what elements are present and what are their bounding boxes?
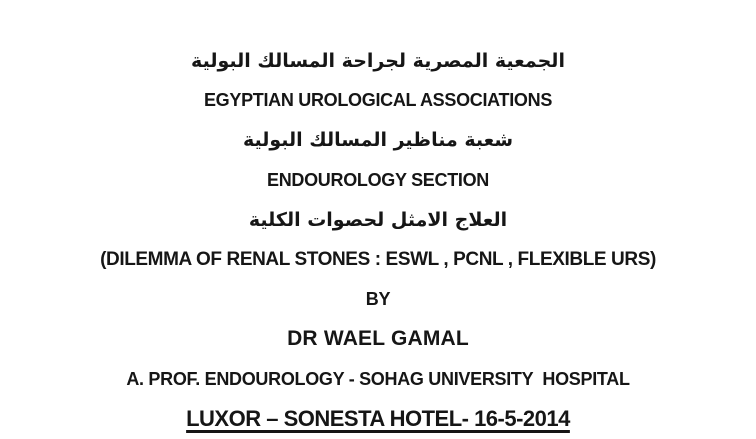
speaker-name: DR WAEL GAMAL [287, 327, 469, 351]
speaker-affiliation: A. PROF. ENDOUROLOGY - SOHAG UNIVERSITY HOSPITAL [126, 368, 630, 389]
section-name-english: ENDOUROLOGY SECTION [267, 169, 489, 190]
talk-title-english: (DILEMMA OF RENAL STONES : ESWL , PCNL , FLEXIBLE URS) [100, 248, 656, 270]
society-name-arabic: الجمعية المصرية لجراحة المسالك البولية [191, 49, 565, 72]
section-name-arabic: شعبة مناظير المسالك البولية [242, 129, 514, 152]
society-name-english: EGYPTIAN UROLOGICAL ASSOCIATIONS [203, 90, 553, 111]
talk-title-arabic: العلاج الامثل لحصوات الكلية [248, 209, 508, 232]
venue-and-date: LUXOR – SONESTA HOTEL- 16-5-2014 [186, 406, 570, 432]
by-label: BY [365, 289, 391, 310]
